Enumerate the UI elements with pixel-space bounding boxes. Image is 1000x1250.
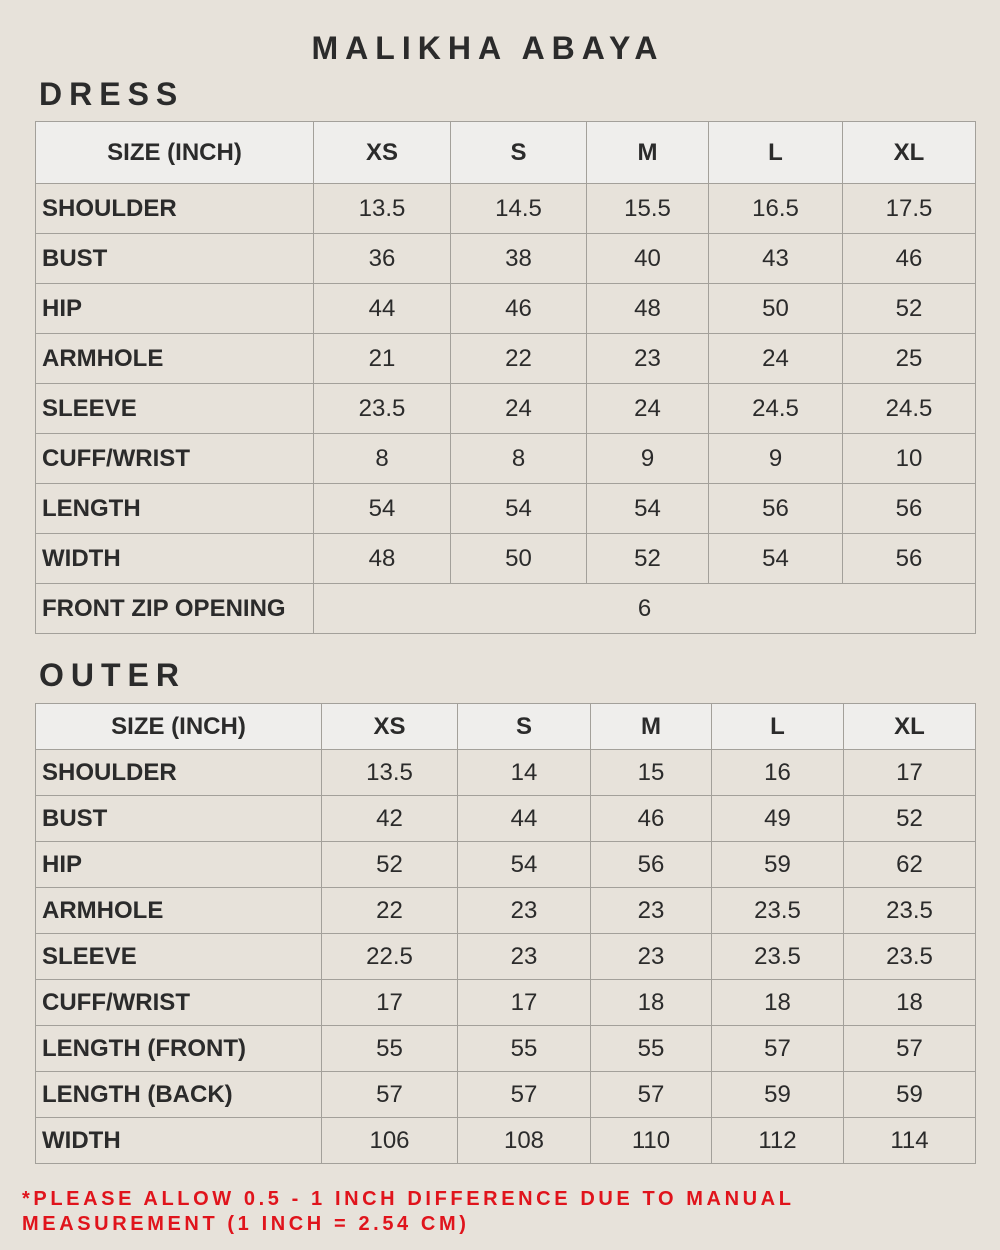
measurement-cell: 59 bbox=[712, 842, 844, 888]
note-line-2: MEASUREMENT (1 INCH = 2.54 CM) bbox=[22, 1213, 470, 1235]
header-cell-l: L bbox=[709, 122, 843, 184]
dress-table-body bbox=[36, 184, 976, 634]
measurement-cell: 16 bbox=[712, 750, 844, 796]
row-label: BUST bbox=[36, 796, 322, 842]
measurement-cell: 8 bbox=[314, 434, 451, 484]
measurement-cell: 13.5 bbox=[322, 750, 458, 796]
measurement-cell: 9 bbox=[587, 434, 709, 484]
header-cell-size: SIZE (INCH) bbox=[36, 122, 314, 184]
row-label: FRONT ZIP OPENING bbox=[36, 584, 314, 634]
measurement-cell: 13.5 bbox=[314, 184, 451, 234]
table-row bbox=[36, 184, 976, 234]
measurement-cell: 54 bbox=[451, 484, 587, 534]
header-cell-xl: XL bbox=[844, 704, 976, 750]
table-row bbox=[36, 534, 976, 584]
row-label: WIDTH bbox=[36, 534, 314, 584]
measurement-cell: 55 bbox=[458, 1026, 591, 1072]
measurement-cell: 54 bbox=[458, 842, 591, 888]
header-cell-m: M bbox=[591, 704, 712, 750]
header-cell-xl: XL bbox=[843, 122, 976, 184]
measurement-cell: 10 bbox=[843, 434, 976, 484]
outer-size-table bbox=[35, 703, 976, 1164]
measurement-cell: 22 bbox=[322, 888, 458, 934]
table-row bbox=[36, 284, 976, 334]
measurement-cell: 24.5 bbox=[843, 384, 976, 434]
measurement-cell: 21 bbox=[314, 334, 451, 384]
measurement-cell: 54 bbox=[709, 534, 843, 584]
measurement-cell: 57 bbox=[844, 1026, 976, 1072]
row-label: WIDTH bbox=[36, 1118, 322, 1164]
measurement-cell: 56 bbox=[591, 842, 712, 888]
measurement-cell: 24 bbox=[709, 334, 843, 384]
measurement-cell: 6 bbox=[314, 584, 976, 634]
measurement-cell: 22.5 bbox=[322, 934, 458, 980]
dress-section-heading: DRESS bbox=[39, 76, 185, 112]
measurement-cell: 49 bbox=[712, 796, 844, 842]
measurement-cell: 56 bbox=[843, 484, 976, 534]
table-row bbox=[36, 1072, 976, 1118]
measurement-cell: 55 bbox=[591, 1026, 712, 1072]
measurement-cell: 110 bbox=[591, 1118, 712, 1164]
header-cell-s: S bbox=[451, 122, 587, 184]
measurement-cell: 62 bbox=[844, 842, 976, 888]
header-cell-size: SIZE (INCH) bbox=[36, 704, 322, 750]
measurement-cell: 23 bbox=[458, 888, 591, 934]
measurement-cell: 23 bbox=[591, 934, 712, 980]
table-row bbox=[36, 584, 976, 634]
measurement-cell: 55 bbox=[322, 1026, 458, 1072]
dress-size-table bbox=[35, 121, 976, 634]
measurement-cell: 24 bbox=[451, 384, 587, 434]
measurement-cell: 56 bbox=[709, 484, 843, 534]
header-cell-s: S bbox=[458, 704, 591, 750]
row-label: LENGTH (FRONT) bbox=[36, 1026, 322, 1072]
measurement-cell: 17 bbox=[844, 750, 976, 796]
measurement-cell: 8 bbox=[451, 434, 587, 484]
measurement-cell: 48 bbox=[314, 534, 451, 584]
measurement-cell: 44 bbox=[314, 284, 451, 334]
measurement-cell: 43 bbox=[709, 234, 843, 284]
measurement-cell: 112 bbox=[712, 1118, 844, 1164]
table-row bbox=[36, 234, 976, 284]
table-row bbox=[36, 1026, 976, 1072]
table-row bbox=[36, 796, 976, 842]
table-row bbox=[36, 484, 976, 534]
measurement-cell: 17 bbox=[322, 980, 458, 1026]
measurement-cell: 14 bbox=[458, 750, 591, 796]
measurement-cell: 16.5 bbox=[709, 184, 843, 234]
table-row bbox=[36, 888, 976, 934]
measurement-note bbox=[22, 1187, 982, 1237]
row-label: BUST bbox=[36, 234, 314, 284]
measurement-cell: 18 bbox=[844, 980, 976, 1026]
measurement-cell: 46 bbox=[451, 284, 587, 334]
measurement-cell: 36 bbox=[314, 234, 451, 284]
measurement-cell: 50 bbox=[709, 284, 843, 334]
row-label: CUFF/WRIST bbox=[36, 434, 314, 484]
measurement-cell: 17.5 bbox=[843, 184, 976, 234]
measurement-cell: 40 bbox=[587, 234, 709, 284]
measurement-cell: 38 bbox=[451, 234, 587, 284]
measurement-cell: 9 bbox=[709, 434, 843, 484]
measurement-cell: 15 bbox=[591, 750, 712, 796]
row-label: SLEEVE bbox=[36, 934, 322, 980]
table-row bbox=[36, 334, 976, 384]
measurement-cell: 114 bbox=[844, 1118, 976, 1164]
table-row bbox=[36, 384, 976, 434]
measurement-cell: 23 bbox=[591, 888, 712, 934]
row-label: LENGTH bbox=[36, 484, 314, 534]
measurement-cell: 17 bbox=[458, 980, 591, 1026]
measurement-cell: 59 bbox=[712, 1072, 844, 1118]
row-label: SHOULDER bbox=[36, 750, 322, 796]
header-cell-m: M bbox=[587, 122, 709, 184]
outer-section-heading: OUTER bbox=[39, 657, 186, 693]
table-row bbox=[36, 1118, 976, 1164]
measurement-cell: 14.5 bbox=[451, 184, 587, 234]
table-row bbox=[36, 842, 976, 888]
measurement-cell: 56 bbox=[843, 534, 976, 584]
measurement-cell: 42 bbox=[322, 796, 458, 842]
measurement-cell: 18 bbox=[712, 980, 844, 1026]
row-label: ARMHOLE bbox=[36, 334, 314, 384]
measurement-cell: 23.5 bbox=[844, 934, 976, 980]
measurement-cell: 57 bbox=[322, 1072, 458, 1118]
row-label: HIP bbox=[36, 842, 322, 888]
table-row bbox=[36, 750, 976, 796]
measurement-cell: 15.5 bbox=[587, 184, 709, 234]
measurement-cell: 23.5 bbox=[712, 888, 844, 934]
measurement-cell: 23.5 bbox=[314, 384, 451, 434]
table-row bbox=[36, 434, 976, 484]
measurement-cell: 23.5 bbox=[712, 934, 844, 980]
measurement-cell: 22 bbox=[451, 334, 587, 384]
header-cell-l: L bbox=[712, 704, 844, 750]
header-cell-xs: XS bbox=[322, 704, 458, 750]
measurement-cell: 46 bbox=[843, 234, 976, 284]
table-header-row bbox=[36, 704, 976, 750]
table-header-row bbox=[36, 122, 976, 184]
row-label: SHOULDER bbox=[36, 184, 314, 234]
measurement-cell: 52 bbox=[587, 534, 709, 584]
measurement-cell: 24 bbox=[587, 384, 709, 434]
table-row bbox=[36, 934, 976, 980]
measurement-cell: 54 bbox=[314, 484, 451, 534]
page-title: MALIKHA ABAYA bbox=[311, 30, 665, 66]
measurement-cell: 23.5 bbox=[844, 888, 976, 934]
table-row bbox=[36, 980, 976, 1026]
outer-table-body bbox=[36, 750, 976, 1164]
measurement-cell: 25 bbox=[843, 334, 976, 384]
measurement-cell: 48 bbox=[587, 284, 709, 334]
measurement-cell: 108 bbox=[458, 1118, 591, 1164]
measurement-cell: 18 bbox=[591, 980, 712, 1026]
measurement-cell: 57 bbox=[591, 1072, 712, 1118]
measurement-cell: 23 bbox=[587, 334, 709, 384]
measurement-cell: 54 bbox=[587, 484, 709, 534]
measurement-cell: 52 bbox=[844, 796, 976, 842]
measurement-cell: 52 bbox=[322, 842, 458, 888]
measurement-cell: 57 bbox=[458, 1072, 591, 1118]
measurement-cell: 46 bbox=[591, 796, 712, 842]
row-label: HIP bbox=[36, 284, 314, 334]
measurement-cell: 24.5 bbox=[709, 384, 843, 434]
row-label: SLEEVE bbox=[36, 384, 314, 434]
header-cell-xs: XS bbox=[314, 122, 451, 184]
row-label: LENGTH (BACK) bbox=[36, 1072, 322, 1118]
row-label: CUFF/WRIST bbox=[36, 980, 322, 1026]
measurement-cell: 44 bbox=[458, 796, 591, 842]
measurement-cell: 50 bbox=[451, 534, 587, 584]
row-label: ARMHOLE bbox=[36, 888, 322, 934]
measurement-cell: 52 bbox=[843, 284, 976, 334]
measurement-cell: 23 bbox=[458, 934, 591, 980]
measurement-cell: 57 bbox=[712, 1026, 844, 1072]
note-line-1: *PLEASE ALLOW 0.5 - 1 INCH DIFFERENCE DUE TO MANUAL bbox=[22, 1188, 795, 1210]
measurement-cell: 106 bbox=[322, 1118, 458, 1164]
measurement-cell: 59 bbox=[844, 1072, 976, 1118]
